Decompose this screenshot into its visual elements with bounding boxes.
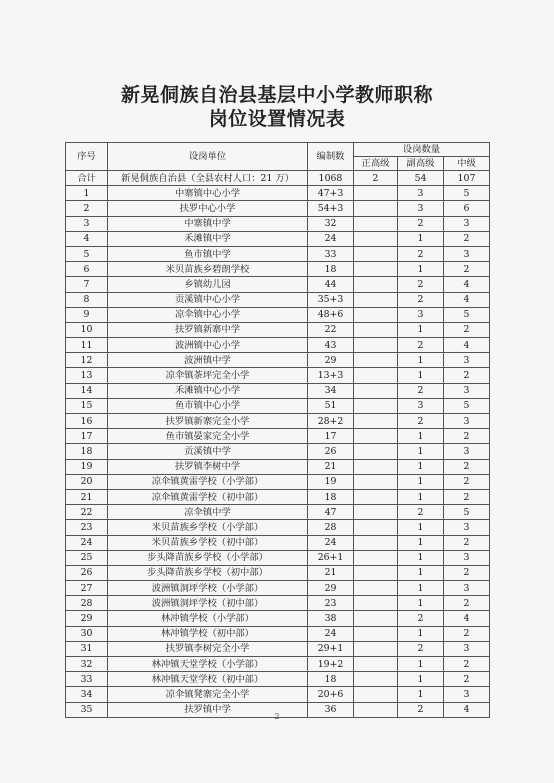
cell-unit: 凉伞镇凳寨完全小学 — [108, 687, 308, 702]
table-row — [66, 216, 490, 231]
cell-unit: 扶罗中心小学 — [108, 201, 308, 216]
table-row — [66, 520, 490, 535]
table-row — [66, 672, 490, 687]
cell-senior — [354, 596, 398, 611]
cell-vice-senior: 1 — [398, 626, 444, 641]
cell-unit: 中寨镇中学 — [108, 216, 308, 231]
cell-seq: 27 — [66, 581, 108, 596]
cell-unit: 鱼市镇中学 — [108, 246, 308, 261]
cell-middle: 2 — [444, 657, 490, 672]
cell-vice-senior: 1 — [398, 672, 444, 687]
cell-quota: 23 — [308, 596, 354, 611]
cell-quota: 26 — [308, 444, 354, 459]
cell-vice-senior: 2 — [398, 338, 444, 353]
cell-seq: 20 — [66, 474, 108, 489]
cell-unit: 步头降苗族乡学校（小学部） — [108, 550, 308, 565]
cell-quota: 29 — [308, 581, 354, 596]
header-count-group: 设岗数量 — [354, 143, 490, 157]
cell-vice-senior: 2 — [398, 246, 444, 261]
cell-senior — [354, 307, 398, 322]
cell-senior — [354, 216, 398, 231]
cell-quota: 19+2 — [308, 657, 354, 672]
cell-vice-senior: 1 — [398, 687, 444, 702]
cell-vice-senior: 1 — [398, 353, 444, 368]
cell-seq: 15 — [66, 398, 108, 413]
table-row — [66, 292, 490, 307]
cell-senior — [354, 459, 398, 474]
cell-vice-senior: 1 — [398, 444, 444, 459]
table-row — [66, 641, 490, 656]
cell-vice-senior: 1 — [398, 535, 444, 550]
total-senior: 2 — [354, 171, 398, 186]
cell-middle: 2 — [444, 596, 490, 611]
cell-middle: 5 — [444, 186, 490, 201]
table-row — [66, 322, 490, 337]
cell-unit: 乡镇幼儿园 — [108, 277, 308, 292]
cell-seq: 1 — [66, 186, 108, 201]
cell-senior — [354, 672, 398, 687]
total-quota: 1068 — [308, 171, 354, 186]
cell-quota: 51 — [308, 398, 354, 413]
cell-quota: 48+6 — [308, 307, 354, 322]
cell-seq: 3 — [66, 216, 108, 231]
cell-middle: 4 — [444, 277, 490, 292]
cell-senior — [354, 611, 398, 626]
cell-unit: 林冲镇学校（初中部） — [108, 626, 308, 641]
cell-middle: 4 — [444, 611, 490, 626]
cell-senior — [354, 626, 398, 641]
cell-vice-senior: 3 — [398, 186, 444, 201]
cell-senior — [354, 687, 398, 702]
table-row — [66, 550, 490, 565]
cell-unit: 凉伞镇中心小学 — [108, 307, 308, 322]
cell-quota: 29+1 — [308, 641, 354, 656]
cell-senior — [354, 353, 398, 368]
cell-senior — [354, 201, 398, 216]
table-row — [66, 505, 490, 520]
cell-vice-senior: 1 — [398, 459, 444, 474]
cell-senior — [354, 262, 398, 277]
cell-middle: 3 — [444, 520, 490, 535]
cell-unit: 扶罗镇新寨中学 — [108, 322, 308, 337]
table-row — [66, 262, 490, 277]
cell-quota: 18 — [308, 262, 354, 277]
cell-seq: 5 — [66, 246, 108, 261]
cell-unit: 凉伞镇中学 — [108, 505, 308, 520]
cell-quota: 19 — [308, 474, 354, 489]
cell-quota: 38 — [308, 611, 354, 626]
total-seq: 合计 — [66, 171, 108, 186]
cell-seq: 16 — [66, 414, 108, 429]
cell-senior — [354, 231, 398, 246]
cell-quota: 26+1 — [308, 550, 354, 565]
post-allocation-table — [65, 142, 490, 718]
cell-seq: 33 — [66, 672, 108, 687]
cell-senior — [354, 489, 398, 504]
cell-unit: 米贝苗族乡学校（小学部） — [108, 520, 308, 535]
cell-seq: 25 — [66, 550, 108, 565]
cell-senior — [354, 565, 398, 580]
cell-vice-senior: 1 — [398, 231, 444, 246]
cell-quota: 18 — [308, 672, 354, 687]
cell-vice-senior: 1 — [398, 550, 444, 565]
cell-senior — [354, 550, 398, 565]
cell-senior — [354, 429, 398, 444]
cell-vice-senior: 1 — [398, 474, 444, 489]
cell-seq: 6 — [66, 262, 108, 277]
cell-senior — [354, 641, 398, 656]
cell-seq: 18 — [66, 444, 108, 459]
cell-unit: 贡溪镇中学 — [108, 444, 308, 459]
cell-middle: 2 — [444, 262, 490, 277]
cell-senior — [354, 520, 398, 535]
cell-quota: 36 — [308, 702, 354, 717]
cell-middle: 2 — [444, 672, 490, 687]
cell-middle: 2 — [444, 474, 490, 489]
cell-unit: 禾滩镇中学 — [108, 231, 308, 246]
cell-quota: 22 — [308, 322, 354, 337]
table-row — [66, 459, 490, 474]
cell-senior — [354, 277, 398, 292]
cell-middle: 5 — [444, 307, 490, 322]
cell-quota: 33 — [308, 246, 354, 261]
cell-seq: 13 — [66, 368, 108, 383]
table-row — [66, 353, 490, 368]
cell-unit: 中寨镇中心小学 — [108, 186, 308, 201]
cell-seq: 21 — [66, 489, 108, 504]
table-row — [66, 535, 490, 550]
cell-unit: 凉伞镇茶坪完全小学 — [108, 368, 308, 383]
cell-senior — [354, 535, 398, 550]
cell-quota: 28+2 — [308, 414, 354, 429]
header-middle: 中级 — [444, 157, 490, 171]
cell-unit: 鱼市镇晏家完全小学 — [108, 429, 308, 444]
cell-senior — [354, 657, 398, 672]
cell-senior — [354, 474, 398, 489]
cell-seq: 11 — [66, 338, 108, 353]
table-row — [66, 414, 490, 429]
table-row — [66, 429, 490, 444]
cell-quota: 34 — [308, 383, 354, 398]
cell-quota: 47+3 — [308, 186, 354, 201]
cell-middle: 2 — [444, 322, 490, 337]
cell-middle: 3 — [444, 246, 490, 261]
cell-quota: 21 — [308, 459, 354, 474]
cell-seq: 19 — [66, 459, 108, 474]
cell-vice-senior: 1 — [398, 368, 444, 383]
cell-unit: 米贝苗族乡碧朗学校 — [108, 262, 308, 277]
cell-vice-senior: 2 — [398, 505, 444, 520]
cell-seq: 26 — [66, 565, 108, 580]
cell-vice-senior: 1 — [398, 489, 444, 504]
cell-seq: 28 — [66, 596, 108, 611]
cell-quota: 24 — [308, 231, 354, 246]
table-row — [66, 383, 490, 398]
cell-seq: 12 — [66, 353, 108, 368]
cell-unit: 波洲镇洞坪学校（初中部） — [108, 596, 308, 611]
cell-middle: 2 — [444, 429, 490, 444]
cell-unit: 波洲镇洞坪学校（小学部） — [108, 581, 308, 596]
cell-vice-senior: 1 — [398, 429, 444, 444]
cell-quota: 20+6 — [308, 687, 354, 702]
cell-seq: 14 — [66, 383, 108, 398]
cell-middle: 5 — [444, 398, 490, 413]
cell-senior — [354, 383, 398, 398]
table-row — [66, 581, 490, 596]
cell-seq: 2 — [66, 201, 108, 216]
table-row — [66, 489, 490, 504]
cell-unit: 林冲镇天堂学校（初中部） — [108, 672, 308, 687]
table-row — [66, 201, 490, 216]
cell-vice-senior: 1 — [398, 520, 444, 535]
cell-vice-senior: 1 — [398, 657, 444, 672]
total-row — [66, 171, 490, 186]
cell-unit: 凉伞镇黄雷学校（初中部） — [108, 489, 308, 504]
cell-quota: 47 — [308, 505, 354, 520]
cell-middle: 4 — [444, 702, 490, 717]
cell-seq: 7 — [66, 277, 108, 292]
table-row — [66, 596, 490, 611]
table-row — [66, 565, 490, 580]
cell-quota: 32 — [308, 216, 354, 231]
cell-unit: 步头降苗族乡学校（初中部） — [108, 565, 308, 580]
cell-vice-senior: 1 — [398, 322, 444, 337]
table-row — [66, 307, 490, 322]
cell-middle: 2 — [444, 231, 490, 246]
table-row — [66, 687, 490, 702]
cell-vice-senior: 2 — [398, 292, 444, 307]
cell-unit: 鱼市镇中心小学 — [108, 398, 308, 413]
cell-middle: 3 — [444, 687, 490, 702]
cell-quota: 44 — [308, 277, 354, 292]
cell-quota: 24 — [308, 626, 354, 641]
cell-middle: 4 — [444, 338, 490, 353]
cell-unit: 凉伞镇黄雷学校（小学部） — [108, 474, 308, 489]
total-vice-senior: 54 — [398, 171, 444, 186]
table-row — [66, 277, 490, 292]
cell-middle: 3 — [444, 641, 490, 656]
document-title-line1: 新晃侗族自治县基层中小学教师职称 — [120, 84, 433, 106]
cell-quota: 13+3 — [308, 368, 354, 383]
cell-vice-senior: 2 — [398, 277, 444, 292]
cell-seq: 22 — [66, 505, 108, 520]
cell-quota: 35+3 — [308, 292, 354, 307]
cell-vice-senior: 2 — [398, 216, 444, 231]
table-row — [66, 626, 490, 641]
cell-seq: 17 — [66, 429, 108, 444]
cell-senior — [354, 186, 398, 201]
cell-seq: 24 — [66, 535, 108, 550]
table-row — [66, 231, 490, 246]
cell-vice-senior: 2 — [398, 414, 444, 429]
cell-middle: 3 — [444, 353, 490, 368]
cell-middle: 2 — [444, 459, 490, 474]
cell-middle: 2 — [444, 565, 490, 580]
cell-unit: 扶罗镇新寨完全小学 — [108, 414, 308, 429]
cell-senior — [354, 292, 398, 307]
cell-middle: 3 — [444, 581, 490, 596]
cell-unit: 扶罗镇李树完全小学 — [108, 641, 308, 656]
cell-vice-senior: 1 — [398, 565, 444, 580]
cell-vice-senior: 1 — [398, 596, 444, 611]
cell-senior — [354, 338, 398, 353]
cell-middle: 2 — [444, 626, 490, 641]
cell-quota: 54+3 — [308, 201, 354, 216]
cell-senior — [354, 505, 398, 520]
cell-unit: 扶罗镇李树中学 — [108, 459, 308, 474]
document-title-line2: 岗位设置情况表 — [208, 108, 346, 130]
header-senior: 正高级 — [354, 157, 398, 171]
cell-vice-senior: 2 — [398, 702, 444, 717]
cell-seq: 29 — [66, 611, 108, 626]
cell-middle: 4 — [444, 292, 490, 307]
cell-unit: 波洲镇中学 — [108, 353, 308, 368]
cell-senior — [354, 322, 398, 337]
cell-seq: 32 — [66, 657, 108, 672]
cell-vice-senior: 3 — [398, 398, 444, 413]
cell-vice-senior: 1 — [398, 581, 444, 596]
table-row — [66, 398, 490, 413]
table-row — [66, 246, 490, 261]
cell-middle: 2 — [444, 368, 490, 383]
cell-seq: 9 — [66, 307, 108, 322]
cell-middle: 2 — [444, 535, 490, 550]
cell-vice-senior: 3 — [398, 201, 444, 216]
table-row — [66, 368, 490, 383]
total-unit: 新晃侗族自治县（全县农村人口：21 万） — [108, 171, 308, 186]
cell-middle: 2 — [444, 489, 490, 504]
cell-senior — [354, 246, 398, 261]
cell-middle: 6 — [444, 201, 490, 216]
table-row — [66, 444, 490, 459]
cell-quota: 29 — [308, 353, 354, 368]
cell-unit: 林冲镇学校（小学部） — [108, 611, 308, 626]
cell-vice-senior: 1 — [398, 262, 444, 277]
cell-quota: 17 — [308, 429, 354, 444]
cell-seq: 4 — [66, 231, 108, 246]
table-row — [66, 338, 490, 353]
cell-quota: 28 — [308, 520, 354, 535]
cell-middle: 3 — [444, 550, 490, 565]
header-seq: 序号 — [66, 143, 108, 171]
cell-seq: 30 — [66, 626, 108, 641]
cell-seq: 34 — [66, 687, 108, 702]
cell-vice-senior: 2 — [398, 641, 444, 656]
cell-unit: 贡溪镇中心小学 — [108, 292, 308, 307]
cell-unit: 林冲镇天堂学校（小学部） — [108, 657, 308, 672]
cell-seq: 31 — [66, 641, 108, 656]
cell-middle: 3 — [444, 383, 490, 398]
cell-vice-senior: 2 — [398, 611, 444, 626]
cell-vice-senior: 3 — [398, 307, 444, 322]
cell-senior — [354, 444, 398, 459]
header-vice-senior: 副高级 — [398, 157, 444, 171]
total-middle: 107 — [444, 171, 490, 186]
table-row — [66, 186, 490, 201]
cell-unit: 米贝苗族乡学校（初中部） — [108, 535, 308, 550]
cell-seq: 35 — [66, 702, 108, 717]
cell-middle: 3 — [444, 216, 490, 231]
cell-vice-senior: 2 — [398, 383, 444, 398]
cell-quota: 21 — [308, 565, 354, 580]
table-row — [66, 657, 490, 672]
cell-quota: 18 — [308, 489, 354, 504]
cell-unit: 禾滩镇中心小学 — [108, 383, 308, 398]
cell-quota: 43 — [308, 338, 354, 353]
table-row — [66, 611, 490, 626]
cell-middle: 3 — [444, 414, 490, 429]
cell-seq: 10 — [66, 322, 108, 337]
cell-senior — [354, 581, 398, 596]
cell-senior — [354, 398, 398, 413]
table-row — [66, 474, 490, 489]
cell-unit: 波洲镇中心小学 — [108, 338, 308, 353]
header-unit: 设岗单位 — [108, 143, 308, 171]
cell-middle: 5 — [444, 505, 490, 520]
cell-senior — [354, 368, 398, 383]
cell-seq: 8 — [66, 292, 108, 307]
cell-seq: 23 — [66, 520, 108, 535]
page-number: 2 — [274, 712, 280, 721]
cell-unit: 扶罗镇中学 — [108, 702, 308, 717]
header-quota: 编制数 — [308, 143, 354, 171]
cell-quota: 24 — [308, 535, 354, 550]
cell-middle: 3 — [444, 444, 490, 459]
cell-senior — [354, 414, 398, 429]
